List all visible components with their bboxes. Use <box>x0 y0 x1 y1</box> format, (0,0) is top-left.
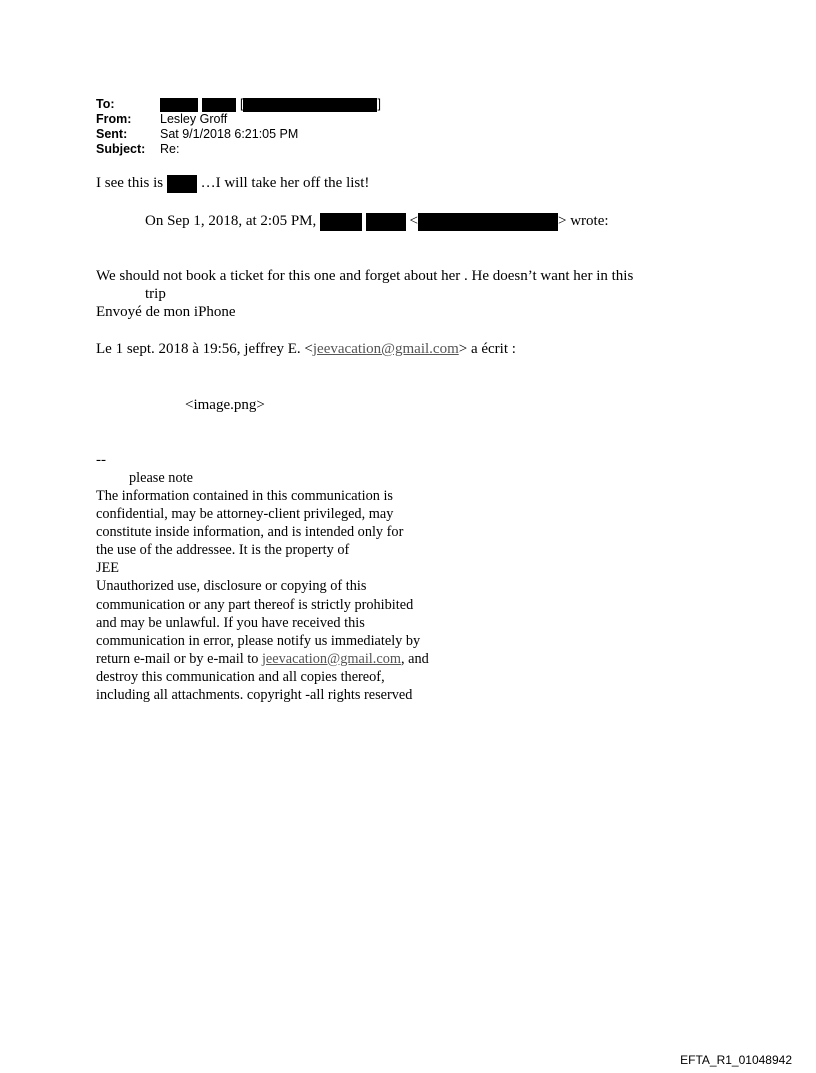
disclaimer-line: including all attachments. copyright -all rights reserved <box>96 687 413 704</box>
redaction-block <box>366 213 406 231</box>
quote-intro-text-2: > wrote: <box>557 213 609 229</box>
email-link[interactable]: jeevacation@gmail.com <box>261 650 401 667</box>
sent-row <box>96 127 381 142</box>
redaction-block <box>160 98 198 112</box>
sent-label: Sent: <box>96 127 128 141</box>
disclaimer-line: destroy this communication and all copies thereof, <box>96 668 385 685</box>
disclaimer <box>96 487 429 704</box>
please-note: please note <box>129 470 193 486</box>
redaction-block <box>202 98 236 112</box>
message-line-1: We should not book a ticket for this one and forget about her . He doesn’t want her in this <box>96 268 634 284</box>
quote-intro-line <box>145 212 609 231</box>
french-intro-text-1: Le 1 sept. 2018 à 19:56, jeffrey E. < <box>96 341 313 357</box>
redaction-block <box>320 213 362 231</box>
to-row <box>96 97 381 112</box>
to-bracket-close: ] <box>377 97 381 111</box>
disclaimer-line: The information contained in this communication is <box>96 488 393 504</box>
disclaimer-line: communication or any part thereof is strictly prohibited <box>96 596 414 613</box>
redaction-block <box>418 213 558 231</box>
message-line-3: Envoyé de mon iPhone <box>96 304 236 320</box>
disclaimer-text: , and <box>400 650 429 667</box>
from-label: From: <box>96 112 132 126</box>
email-header <box>96 97 381 157</box>
document-id: EFTA_R1_01048942 <box>680 1053 792 1067</box>
redaction-block <box>167 175 197 193</box>
email-link[interactable]: jeevacation@gmail.com <box>312 341 459 357</box>
subject-value: Re: <box>160 142 180 156</box>
sent-value: Sat 9/1/2018 6:21:05 PM <box>160 127 299 141</box>
from-value: Lesley Groff <box>160 112 228 126</box>
french-intro-line <box>96 340 516 358</box>
reply-text-2: …I will take her off the list! <box>200 175 370 191</box>
disclaimer-text: return e-mail or by e-mail to <box>96 650 259 667</box>
disclaimer-line <box>96 650 429 668</box>
disclaimer-line: Unauthorized use, disclosure or copying of this <box>96 578 367 595</box>
disclaimer-line: communication in error, please notify us immediately by <box>96 632 421 649</box>
disclaimer-line: JEE <box>96 560 120 577</box>
signature-dash: -- <box>96 452 106 468</box>
attachment-placeholder: <image.png> <box>185 397 265 413</box>
from-row <box>96 112 381 127</box>
subject-label: Subject: <box>96 142 146 156</box>
redaction-block <box>243 98 377 112</box>
disclaimer-line: the use of the addressee. It is the property of <box>96 542 350 559</box>
reply-text-1: I see this is <box>96 175 164 191</box>
quote-intro-text-1: On Sep 1, 2018, at 2:05 PM, <box>145 213 317 229</box>
disclaimer-line: constitute inside information, and is intended only for <box>96 524 404 541</box>
disclaimer-line: and may be unlawful. If you have received this <box>96 614 365 631</box>
message-line-2: trip <box>145 286 166 302</box>
to-bracket-open: [ <box>240 97 244 111</box>
reply-line <box>96 174 369 193</box>
disclaimer-line: confidential, may be attorney-client privileged, may <box>96 506 394 523</box>
quote-intro-lt: < <box>409 213 418 229</box>
to-label: To: <box>96 97 115 111</box>
french-intro-text-2: > a écrit : <box>458 341 516 357</box>
subject-row <box>96 142 381 157</box>
